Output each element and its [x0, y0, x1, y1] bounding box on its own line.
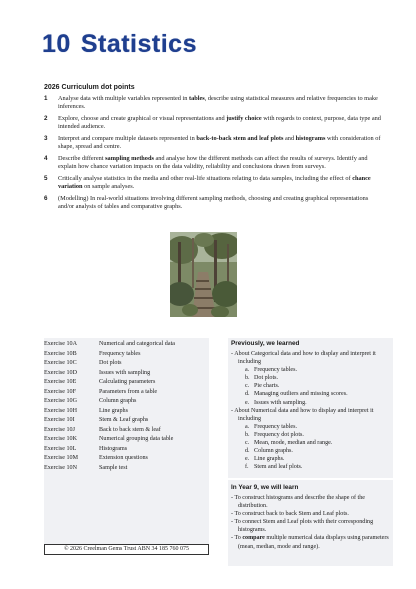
exercise-title: Line graphs	[99, 407, 128, 414]
list-item	[231, 455, 391, 463]
exercise-title: Column graphs	[99, 398, 137, 404]
exercise-row[interactable]	[44, 388, 175, 398]
exercise-code: Exercise 10B	[44, 350, 77, 357]
point-number: 2	[44, 115, 48, 122]
point-text	[58, 175, 382, 191]
learn-item	[231, 510, 391, 518]
exercise-code: Exercise 10C	[44, 360, 77, 366]
exercise-title: Back to back stem & leaf	[99, 426, 161, 433]
curriculum-point	[44, 155, 382, 171]
list-item	[231, 431, 391, 439]
item-text: Pie charts.	[254, 383, 280, 390]
list-item	[231, 366, 391, 374]
point-number: 6	[44, 195, 48, 202]
exercise-code: Exercise 10A	[44, 341, 77, 347]
exercise-row[interactable]	[44, 350, 175, 360]
forest-path-photo	[170, 232, 237, 317]
list-item	[231, 463, 391, 471]
learn-item	[231, 494, 391, 510]
curriculum-point	[44, 115, 382, 131]
exercise-code: Exercise 10J	[44, 426, 75, 433]
text-run: - To	[231, 535, 243, 542]
text-run: - To construct back to back Stem and Leaf plots.	[231, 511, 349, 518]
list-item	[231, 399, 391, 407]
exercise-code: Exercise 10M	[44, 455, 79, 461]
curriculum-point	[44, 175, 382, 191]
item-text: Frequency tables.	[254, 423, 297, 430]
text-run: and analyse how the different methods can affect the results of surveys. Identify and explain how chance variation impacts on the data validity, reliability and conclusions drawn from surveys.	[58, 155, 368, 171]
exercise-title: Frequency tables	[99, 350, 141, 357]
numerical-intro: - About Numerical data and how to display and interpret it including	[231, 407, 374, 422]
point-number: 5	[44, 175, 48, 182]
exercise-title: Extension questions	[99, 455, 148, 461]
copyright-notice: © 2026 Creelman Gems Trust ABN 34 185 760 075	[44, 544, 209, 555]
exercise-title: Stem & Leaf graphs	[99, 417, 149, 423]
item-letter: e.	[245, 456, 250, 463]
text-run: and	[283, 135, 296, 142]
chapter-title	[42, 30, 197, 59]
curriculum-heading: 2026 Curriculum dot points	[44, 84, 135, 91]
previously-heading: Previously, we learned	[231, 340, 300, 347]
point-text	[58, 115, 382, 131]
text-run: with consideration of shape, spread and centre.	[58, 135, 381, 151]
text-run: multiple numerical data displays using parameters (mean, median, mode and range).	[238, 535, 389, 550]
learn-item	[231, 534, 391, 550]
previously-list	[231, 350, 391, 471]
point-number: 3	[44, 135, 48, 142]
exercise-code: Exercise 10K	[44, 436, 77, 442]
keyword: chance variation	[58, 175, 371, 191]
item-letter: c.	[245, 440, 250, 447]
exercise-row[interactable]	[44, 378, 175, 388]
exercise-title: Numerical and categorical data	[99, 341, 175, 347]
item-text: Managing outliers and missing scores.	[254, 391, 348, 398]
will-learn-list	[231, 494, 391, 551]
point-number: 1	[44, 95, 48, 102]
exercise-title: Sample test	[99, 464, 128, 471]
curriculum-points	[44, 95, 382, 215]
point-text	[58, 95, 382, 111]
item-text: Mean, mode, median and range.	[254, 440, 333, 447]
exercise-row[interactable]	[44, 407, 175, 417]
forest-path-illustration	[170, 232, 237, 317]
exercise-row[interactable]	[44, 369, 175, 379]
item-text: Line graphs.	[254, 456, 285, 463]
item-text: Stem and leaf plots.	[254, 464, 303, 471]
text-run: on sample analyses.	[82, 183, 135, 191]
text-run: Describe different	[58, 155, 106, 162]
item-text: Frequency tables.	[254, 367, 297, 374]
chapter-number: 10	[42, 30, 71, 58]
list-item	[231, 439, 391, 447]
exercise-title: Parameters from a table	[99, 388, 158, 395]
keyword: back-to-back stem and leaf plots	[196, 135, 284, 142]
exercise-code: Exercise 10G	[44, 398, 77, 404]
text-run: Critically analyse statistics in the media and other real-life situations relating to data samples, including the effect of	[58, 175, 353, 182]
categorical-intro: - About Categorical data and how to display and interpret it including	[231, 351, 376, 366]
item-letter: b.	[245, 375, 250, 382]
item-letter: d.	[245, 448, 250, 455]
point-text: (Modelling) In real-world situations involving different sampling methods, choosing and creating graphical representations and/or analysis of tables and comparative graphs.	[58, 195, 369, 211]
exercise-row[interactable]	[44, 454, 175, 464]
item-letter: f.	[245, 464, 249, 471]
text-run: with regards to context, purpose, data type and intended audience.	[58, 115, 381, 131]
exercise-code: Exercise 10L	[44, 445, 77, 452]
exercise-code: Exercise 10E	[44, 379, 77, 385]
item-text: Frequency dot plots.	[254, 431, 304, 438]
exercise-code: Exercise 10F	[44, 388, 76, 395]
exercise-list	[44, 340, 175, 473]
text-run: Interpret and compare multiple datasets represented in	[58, 135, 197, 142]
exercise-title: Histograms	[99, 445, 128, 452]
list-item	[231, 390, 391, 398]
exercise-code: Exercise 10N	[44, 464, 77, 471]
curriculum-point	[44, 195, 382, 211]
point-text	[58, 135, 382, 151]
exercise-title: Dot plots	[99, 360, 122, 366]
learn-item	[231, 518, 391, 534]
item-letter: c.	[245, 383, 250, 390]
keyword: sampling methods	[105, 155, 154, 162]
exercise-code: Exercise 10I	[44, 417, 75, 423]
exercise-row[interactable]	[44, 359, 175, 369]
keyword: compare	[242, 535, 265, 542]
keyword: histograms	[295, 135, 326, 142]
item-letter: d.	[245, 391, 250, 398]
list-item	[231, 382, 391, 390]
item-letter: a.	[245, 367, 250, 374]
point-text	[58, 155, 382, 171]
list-item	[231, 374, 391, 382]
text-run: Analyse data with multiple variables represented in	[58, 95, 189, 102]
exercise-row[interactable]	[44, 397, 175, 407]
exercise-code: Exercise 10D	[44, 369, 77, 376]
item-text: Issues with sampling.	[254, 399, 307, 406]
exercise-row[interactable]	[44, 416, 175, 426]
text-run: Explore, choose and create graphical or visual representations and	[58, 115, 227, 122]
exercise-title: Calculating parameters	[99, 379, 156, 385]
exercise-title: Numerical grouping data table	[99, 436, 174, 442]
exercise-row[interactable]	[44, 340, 175, 350]
list-item	[231, 423, 391, 431]
chapter-name: Statistics	[80, 30, 197, 58]
item-letter: b.	[245, 431, 250, 438]
exercise-row[interactable]	[44, 435, 175, 445]
exercise-row[interactable]	[44, 445, 175, 455]
point-number: 4	[44, 155, 48, 162]
text-run: - To construct histograms and describe the shape of the distribution.	[231, 495, 365, 510]
exercise-row[interactable]	[44, 426, 175, 436]
curriculum-point	[44, 135, 382, 151]
exercise-code: Exercise 10H	[44, 407, 77, 414]
item-text: Column graphs.	[254, 448, 293, 455]
item-letter: a.	[245, 423, 250, 430]
text-run: - To connect Stem and Leaf plots with their corresponding histograms.	[231, 519, 374, 534]
will-learn-heading: In Year 9, we will learn	[231, 484, 299, 491]
text-run: , describe using statistical measures and relative frequencies to make inferences.	[58, 95, 378, 111]
curriculum-point	[44, 95, 382, 111]
exercise-title: Issues with sampling	[99, 369, 151, 376]
list-item	[231, 447, 391, 455]
exercise-row[interactable]	[44, 464, 175, 474]
keyword: justify choice	[226, 115, 262, 122]
item-text: Dot plots.	[254, 375, 279, 382]
keyword: tables	[188, 95, 205, 102]
item-letter: e.	[245, 399, 250, 406]
